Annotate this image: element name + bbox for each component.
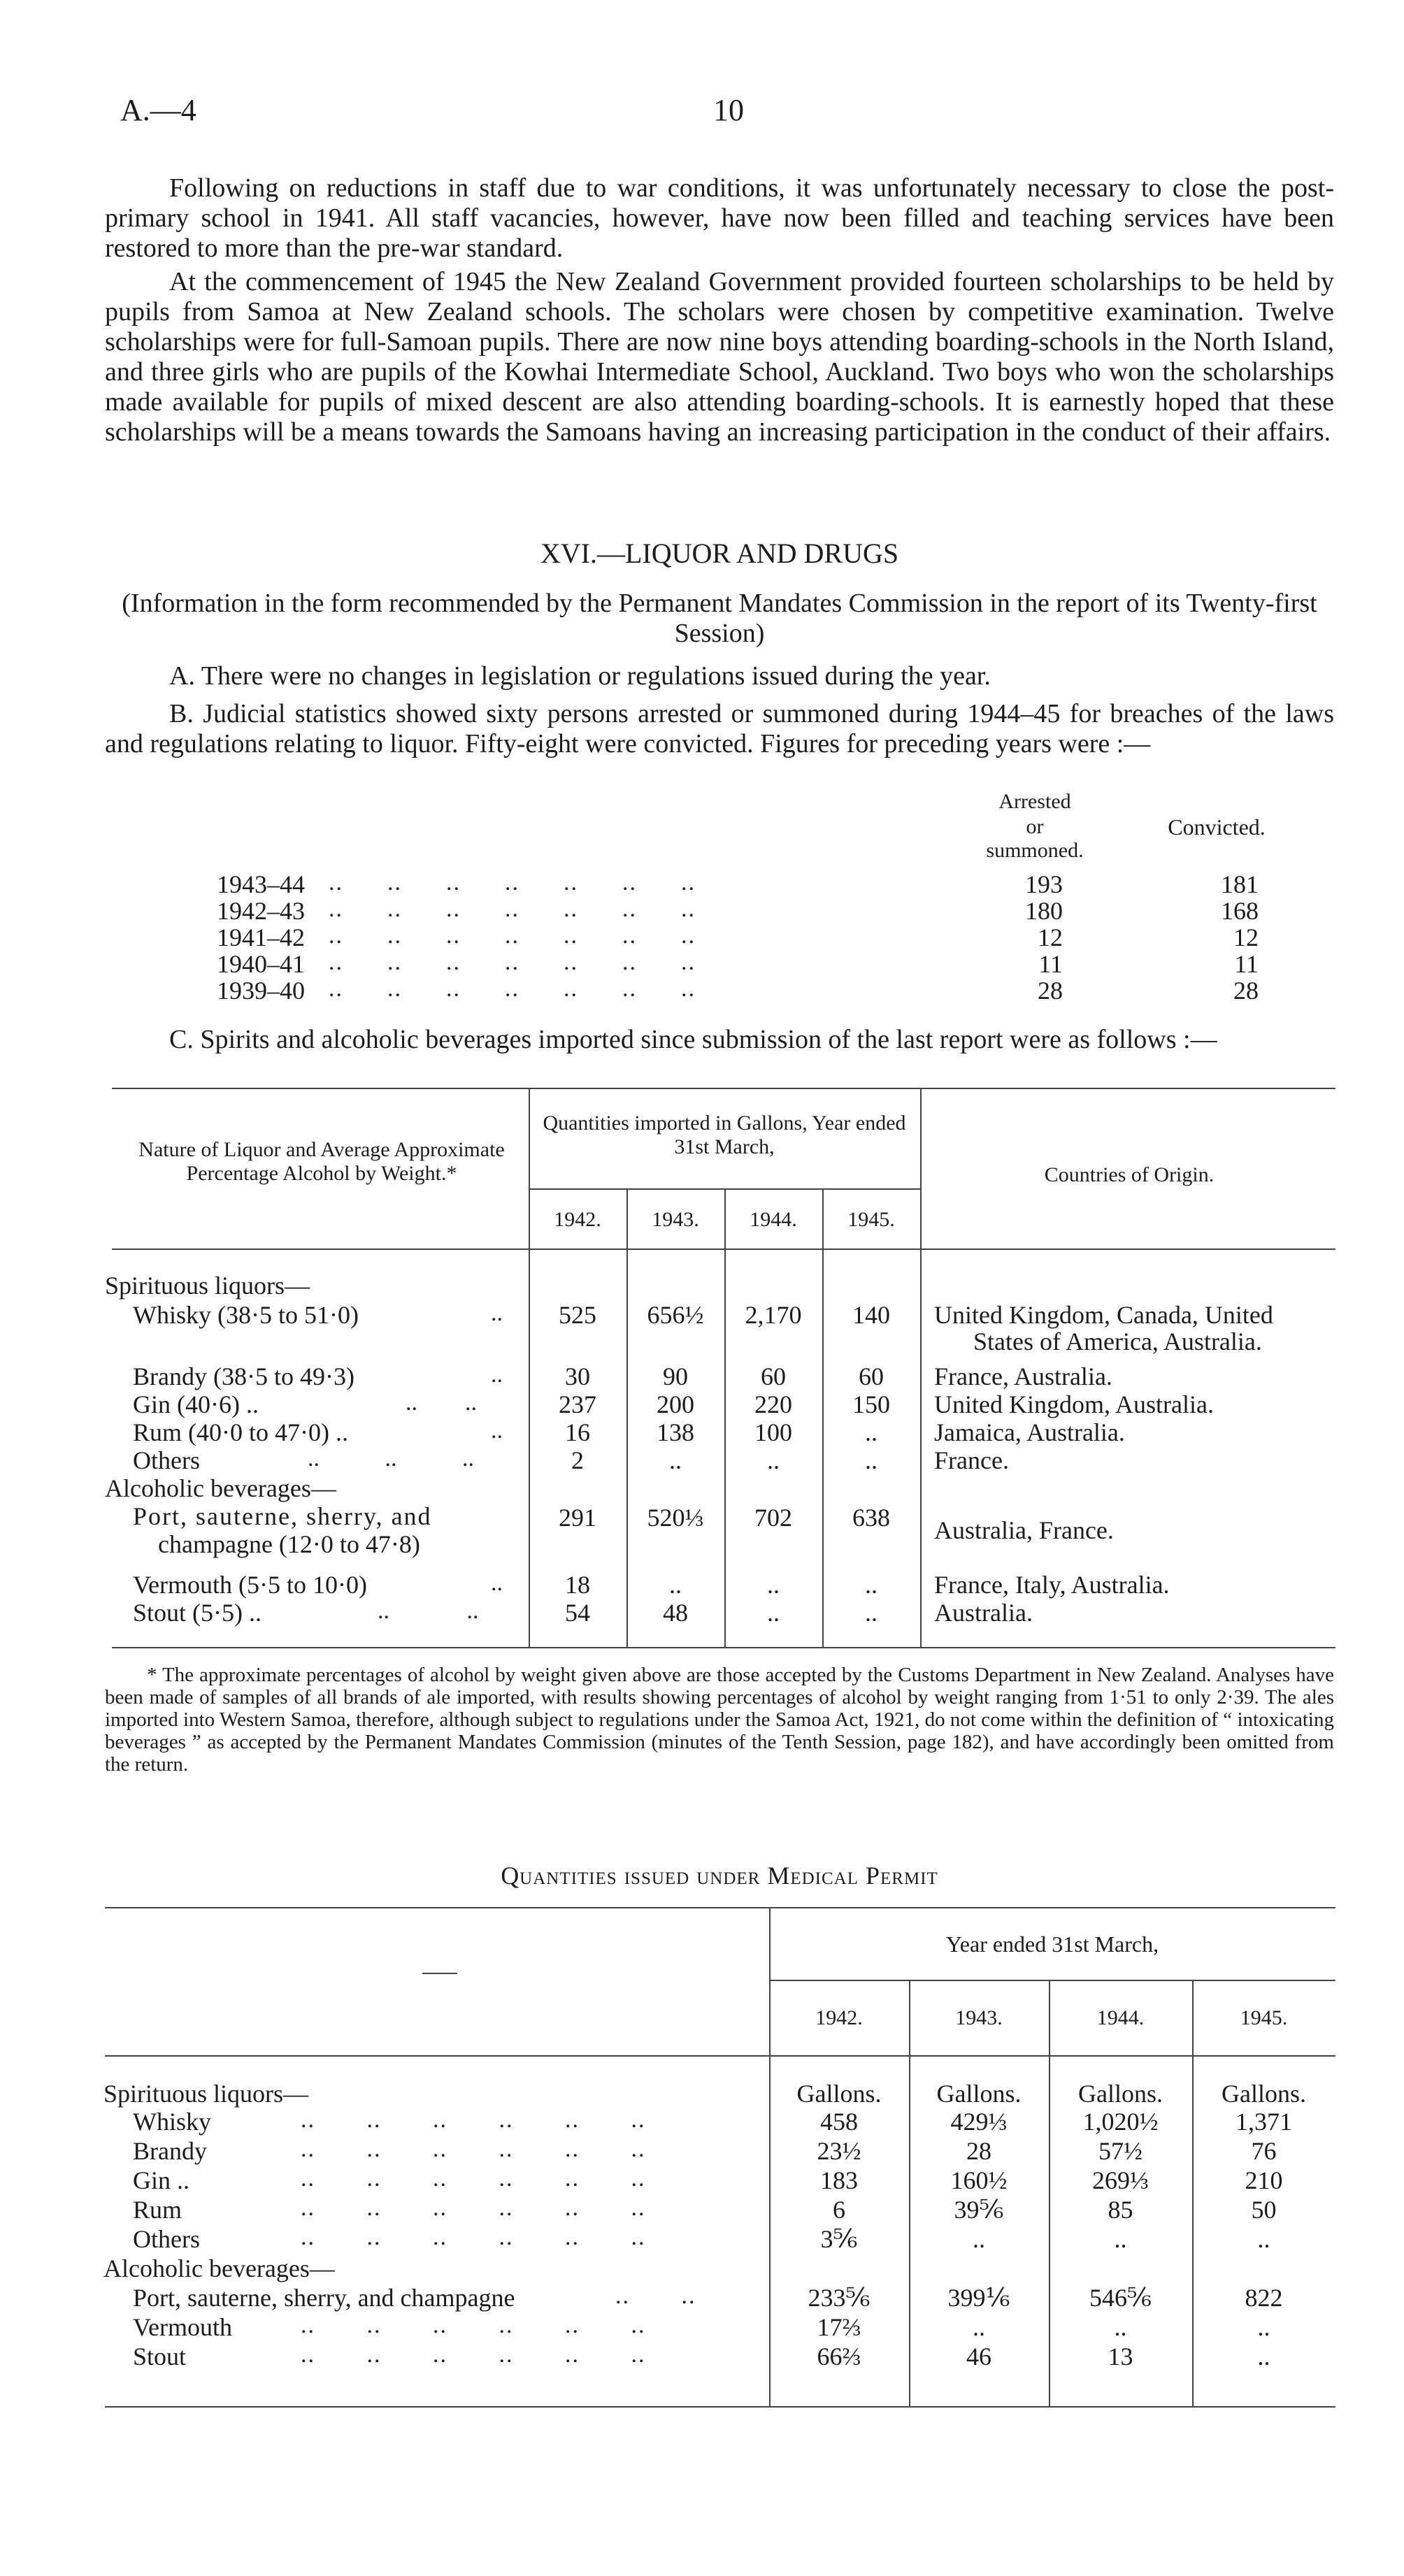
liquor-label: Port, sauterne, sherry, and: [133, 1502, 432, 1530]
value-1942: 291: [559, 1504, 596, 1532]
unit-gallons: Gallons.: [936, 2080, 1022, 2108]
header-year: 1944.: [750, 1208, 797, 1231]
value-1942: 237: [559, 1390, 596, 1418]
leader-dots: .. .. .. .. .. ..: [301, 2166, 646, 2192]
value-1945: 150: [852, 1390, 890, 1418]
medical-label: Whisky: [133, 2108, 211, 2136]
medical-1943: 429⅓: [950, 2108, 1008, 2136]
group-alcoholic: Alcoholic beverages—: [105, 1474, 336, 1502]
medical-1943: 46: [966, 2343, 991, 2370]
value-1945: 140: [852, 1301, 890, 1329]
judicial-convicted: 11: [1234, 950, 1259, 978]
medical-1942: 458: [820, 2108, 858, 2136]
judicial-arrested: 28: [1038, 977, 1063, 1005]
medical-1943: 160½: [950, 2166, 1008, 2194]
section-subtitle: (Information in the form recommended by the Permanent Mandates Commission in the report of its Twenty-first Session): [122, 589, 1317, 648]
countries: France, Australia.: [934, 1362, 1112, 1390]
paragraph-staff: Following on reductions in staff due to war conditions, it was unfortunately necessary to close the post-primary school in 1941. All staff vacancies, however, have now been filled and teaching services have been restored to more than the pre-war standard.: [105, 173, 1334, 263]
judicial-convicted: 181: [1221, 870, 1259, 898]
judicial-convicted: 12: [1233, 923, 1259, 951]
value-1942: 2: [571, 1446, 584, 1474]
medical-1942: 3⅚: [820, 2225, 858, 2253]
medical-1942: 233⅚: [808, 2284, 871, 2312]
value-1945: 638: [852, 1504, 890, 1532]
value-1943: 656½: [647, 1301, 704, 1329]
countries: Australia.: [934, 1599, 1033, 1627]
document-reference: A.—4: [120, 93, 196, 127]
leader-dots: ..: [491, 1570, 503, 1596]
medical-label: Vermouth: [133, 2313, 232, 2341]
unit-gallons: Gallons.: [1222, 2080, 1306, 2108]
header-year: 1942.: [815, 2006, 863, 2029]
value-1944: 60: [761, 1362, 786, 1390]
medical-label: Port, sauterne, sherry, and champagne: [133, 2284, 515, 2312]
value-1943: 520⅓: [647, 1504, 704, 1532]
medical-1945: 76: [1251, 2137, 1277, 2165]
medical-1943: 28: [966, 2137, 991, 2165]
medical-1945: ..: [1257, 2313, 1270, 2341]
value-1942: 16: [565, 1418, 590, 1446]
medical-1944: ..: [1114, 2313, 1127, 2341]
medical-1943: 399⅙: [947, 2284, 1010, 2312]
medical-1942: 66⅔: [817, 2343, 861, 2370]
leader-dots: .. .. .. .. .. ..: [301, 2342, 646, 2368]
medical-1944: 546⅚: [1089, 2284, 1152, 2312]
value-1944: 100: [754, 1418, 792, 1446]
value-1944: ..: [767, 1571, 780, 1599]
countries: United Kingdom, Australia.: [934, 1390, 1214, 1418]
value-1944: ..: [767, 1446, 780, 1474]
value-1943: 138: [657, 1418, 694, 1446]
rule: [769, 1980, 1335, 1981]
header-year: 1945.: [847, 1208, 895, 1231]
item-a: A. There were no changes in legislation or regulations issued during the year.: [169, 661, 991, 691]
medical-title: Quantities issued under Medical Permit: [501, 1862, 938, 1890]
liquor-label: Stout (5·5) ..: [133, 1599, 262, 1627]
rule: [105, 2406, 1335, 2408]
medical-label: Gin ..: [133, 2166, 189, 2194]
medical-1945: 1,371: [1235, 2108, 1292, 2136]
medical-label: Rum: [133, 2196, 182, 2224]
rule: [920, 1088, 922, 1647]
header-year-ended: Year ended 31st March,: [945, 1931, 1159, 1957]
judicial-arrested: 193: [1025, 870, 1063, 898]
medical-1943: ..: [973, 2313, 985, 2341]
unit-gallons: Gallons.: [1078, 2080, 1163, 2108]
liquor-label: Whisky (38·5 to 51·0): [133, 1301, 359, 1329]
leader-dots: .. .. .. .. .. .. ..: [329, 949, 696, 975]
value-1945: ..: [865, 1571, 878, 1599]
medical-1943: 39⅚: [954, 2196, 1004, 2224]
value-1944: 702: [754, 1504, 792, 1532]
leader-dots: ..: [491, 1362, 503, 1388]
col-arrested-3: summoned.: [986, 839, 1084, 862]
footnote: * The approximate percentages of alcohol by weight given above are those accepted by the Customs Department in New Zealand. Analyses have been made of samples of all brands of ale imported, with results showing percentages of alcohol by weight ranging from 1·51 to only 2·39. The ales imported into Western Samoa, therefore, although subject to regulations under the Samoa Act, 1921, do not come within the definition of “ intoxicating beverages ” as accepted by the Permanent Mandates Commission (minutes of the Tenth Session, page 182), and have accordingly been omitted from the return.: [105, 1664, 1334, 1776]
medical-1945: 822: [1245, 2284, 1283, 2312]
leader-dots: .. .. .. .. .. ..: [301, 2312, 646, 2338]
medical-label: Stout: [133, 2343, 187, 2370]
leader-dots: .. ..: [615, 2283, 696, 2309]
medical-1944: 269⅓: [1092, 2166, 1149, 2194]
medical-1944: 1,020½: [1082, 2108, 1159, 2136]
medical-1945: 50: [1251, 2196, 1277, 2224]
header-year: 1943.: [955, 2006, 1003, 2029]
liquor-label: Gin (40·6) ..: [133, 1390, 259, 1418]
medical-1944: 85: [1108, 2196, 1133, 2224]
value-1945: 60: [859, 1362, 884, 1390]
judicial-convicted: 28: [1233, 977, 1259, 1005]
judicial-year: 1939–40: [217, 977, 305, 1005]
header-year: 1942.: [554, 1208, 601, 1231]
leader-dots: .. .. .. .. .. ..: [301, 2136, 646, 2162]
medical-1945: 210: [1245, 2166, 1283, 2194]
medical-1942: 17⅔: [817, 2313, 861, 2341]
value-1945: ..: [865, 1599, 878, 1627]
liquor-label: Others: [133, 1446, 200, 1474]
rule: [112, 1647, 1335, 1648]
value-1943: ..: [669, 1446, 682, 1474]
leader-dots: .. .. ..: [308, 1446, 474, 1472]
leader-dots: .. .. .. .. .. .. ..: [329, 870, 696, 895]
group-alcoholic: Alcoholic beverages—: [103, 2254, 335, 2282]
leader-dots: .. .. .. .. .. ..: [301, 2195, 646, 2221]
medical-1942: 23½: [817, 2137, 861, 2165]
value-1943: 90: [663, 1362, 688, 1390]
leader-dots: .. .. .. .. .. .. ..: [329, 923, 696, 949]
medical-1942: 6: [833, 2196, 845, 2224]
countries: United Kingdom, Canada, United: [934, 1301, 1273, 1329]
judicial-year: 1940–41: [217, 950, 305, 978]
group-spirits: Spirituous liquors—: [105, 1272, 310, 1300]
rule: [422, 1973, 457, 1974]
medical-label: Brandy: [133, 2137, 207, 2165]
header-quantities: Quantities imported in Gallons, Year ended 31st March,: [543, 1111, 906, 1158]
medical-1942: 183: [820, 2166, 858, 2194]
judicial-arrested: 180: [1025, 897, 1063, 925]
value-1945: ..: [865, 1418, 878, 1446]
medical-1944: 13: [1108, 2343, 1133, 2370]
item-c: C. Spirits and alcoholic beverages imported since submission of the last report were as follows :—: [169, 1025, 1217, 1054]
value-1943: ..: [669, 1571, 682, 1599]
liquor-label: Vermouth (5·5 to 10·0): [133, 1571, 367, 1599]
judicial-year: 1943–44: [217, 870, 305, 898]
leader-dots: .. .. .. .. .. ..: [301, 2107, 646, 2133]
paragraph-scholarships: At the commencement of 1945 the New Zealand Government provided fourteen scholarships to be held by pupils from Samoa at New Zealand schools. The scholars were chosen by competitive examination. Twelve scholarships were for full-Samoan pupils. There are now nine boys attending boarding-schools in the North Island, and three girls who are pupils of the Kowhai Intermediate School, Auckland. Two boys who won the scholarships made available for pupils of mixed descent are also attending boarding-schools. It is earnestly hoped that these scholarships will be a means towards the Samoans having an increasing participation in the conduct of their affairs.: [105, 267, 1334, 447]
value-1942: 54: [565, 1599, 590, 1627]
rule: [112, 1249, 1335, 1250]
medical-1943: ..: [973, 2225, 985, 2253]
judicial-arrested: 11: [1038, 950, 1063, 978]
liquor-label: Rum (40·0 to 47·0) ..: [133, 1418, 348, 1446]
judicial-year: 1941–42: [217, 923, 305, 951]
section-title: XVI.—LIQUOR AND DRUGS: [540, 538, 899, 569]
liquor-label-cont: champagne (12·0 to 47·8): [158, 1530, 420, 1558]
item-b: B. Judicial statistics showed sixty persons arrested or summoned during 1944–45 for breaches of the laws and regulations relating to liquor. Fifty-eight were convicted. Figures for preceding years were :—: [105, 699, 1334, 758]
medical-1944: ..: [1114, 2225, 1127, 2253]
col-arrested-1: Arrested: [998, 790, 1071, 813]
page-number: 10: [713, 93, 744, 127]
medical-1945: ..: [1257, 2343, 1270, 2370]
header-year: 1943.: [652, 1208, 699, 1231]
col-arrested-2: or: [1026, 815, 1044, 838]
countries-cont: States of America, Australia.: [973, 1327, 1262, 1355]
unit-gallons: Gallons.: [796, 2080, 882, 2108]
col-convicted: Convicted.: [1168, 814, 1266, 840]
header-countries: Countries of Origin.: [1044, 1163, 1215, 1186]
value-1943: 200: [657, 1390, 694, 1418]
judicial-convicted: 168: [1221, 897, 1259, 925]
judicial-arrested: 12: [1038, 923, 1063, 951]
value-1944: ..: [767, 1599, 780, 1627]
leader-dots: .. .. .. .. .. ..: [301, 2224, 646, 2250]
liquor-label: Brandy (38·5 to 49·3): [133, 1362, 354, 1390]
value-1944: 220: [754, 1390, 792, 1418]
header-nature: Nature of Liquor and Average Approximate Percentage Alcohol by Weight.*: [138, 1138, 505, 1185]
value-1944: 2,170: [745, 1301, 802, 1329]
value-1942: 18: [565, 1571, 590, 1599]
header-year: 1944.: [1096, 2006, 1145, 2029]
leader-dots: ..: [491, 1418, 503, 1444]
leader-dots: ..: [491, 1300, 503, 1326]
header-year: 1945.: [1240, 2006, 1288, 2029]
leader-dots: .. ..: [406, 1390, 477, 1416]
leader-dots: .. .. .. .. .. .. ..: [329, 896, 696, 922]
rule: [112, 1088, 1335, 1089]
countries: Australia, France.: [934, 1516, 1114, 1544]
medical-1945: ..: [1257, 2225, 1270, 2253]
value-1943: 48: [663, 1599, 688, 1627]
value-1942: 525: [559, 1301, 596, 1329]
leader-dots: .. ..: [378, 1598, 479, 1624]
medical-1944: 57½: [1098, 2137, 1142, 2165]
medical-label: Others: [133, 2225, 200, 2253]
rule: [105, 2055, 1335, 2057]
leader-dots: .. .. .. .. .. .. ..: [329, 976, 696, 1002]
countries: France, Italy, Australia.: [934, 1571, 1170, 1599]
countries: France.: [934, 1446, 1009, 1474]
value-1942: 30: [565, 1362, 590, 1390]
group-spirits: Spirituous liquors—: [103, 2080, 309, 2108]
countries: Jamaica, Australia.: [934, 1418, 1125, 1446]
value-1945: ..: [865, 1446, 878, 1474]
rule: [105, 1907, 1335, 1908]
judicial-year: 1942–43: [217, 897, 305, 925]
